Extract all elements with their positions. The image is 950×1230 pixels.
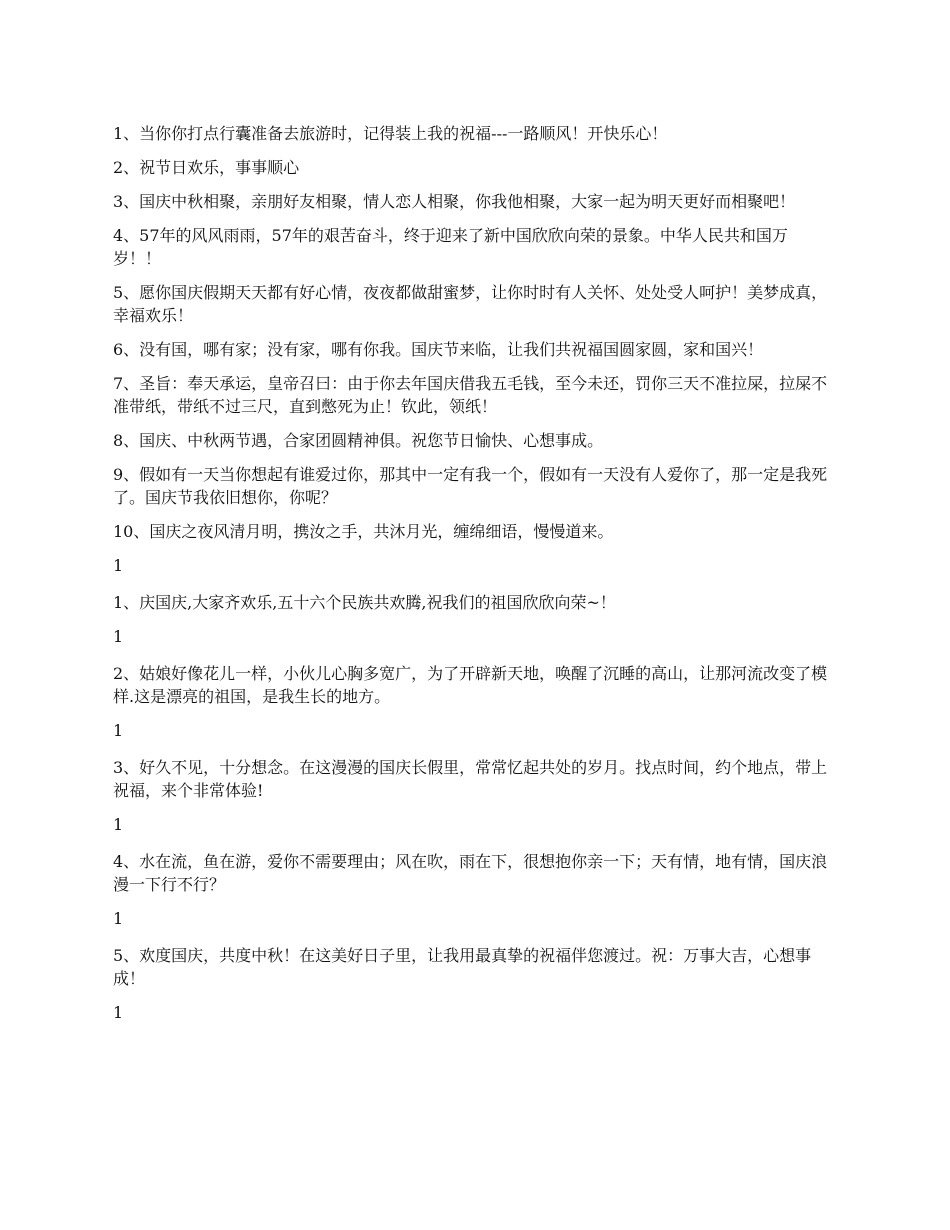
number-marker: 1 <box>113 1003 124 1022</box>
paragraph: 5、愿你国庆假期天天都有好心情，夜夜都做甜蜜梦，让你时时有人关怀、处处受人呵护！美梦成真，幸福欢乐！ <box>113 283 828 325</box>
paragraph: 3、国庆中秋相聚，亲朋好友相聚，情人恋人相聚，你我他相聚，大家一起为明天更好而相聚吧！ <box>113 192 796 211</box>
paragraph: 7、圣旨：奉天承运，皇帝召曰：由于你去年国庆借我五毛钱，至今未还，罚你三天不准拉屎，拉屎不准带纸，带纸不过三尺，直到憋死为止！钦此，领纸！ <box>113 374 828 416</box>
paragraph: 4、水在流，鱼在游，爱你不需要理由；风在吹，雨在下，很想抱你亲一下；天有情，地有情，国庆浪漫一下行不行？ <box>113 852 828 894</box>
paragraph: 1、庆国庆,大家齐欢乐,五十六个民族共欢腾,祝我们的祖国欣欣向荣~！ <box>113 593 616 612</box>
paragraph: 8、国庆、中秋两节遇，合家团圆精神俱。祝您节日愉快、心想事成。 <box>113 431 604 450</box>
number-marker: 1 <box>113 721 124 740</box>
paragraph: 6、没有国，哪有家；没有家，哪有你我。国庆节来临，让我们共祝福国圆家圆，家和国兴！ <box>113 340 764 359</box>
number-marker: 1 <box>113 556 124 575</box>
number-marker: 1 <box>113 815 124 834</box>
number-marker: 1 <box>113 909 124 928</box>
paragraph: 3、好久不见，十分想念。在这漫漫的国庆长假里，常常忆起共处的岁月。找点时间，约个地点，带上祝福，来个非常体验! <box>113 758 828 800</box>
paragraph: 1、当你你打点行囊准备去旅游时，记得装上我的祝福---一路顺风！开快乐心！ <box>113 124 668 143</box>
paragraph: 9、假如有一天当你想起有谁爱过你，那其中一定有我一个，假如有一天没有人爱你了，那一定是我死了。国庆节我依旧想你，你呢？ <box>113 465 828 507</box>
number-marker: 1 <box>113 627 124 646</box>
document-page <box>113 122 833 1038</box>
paragraph: 10、国庆之夜风清月明，携汝之手，共沐月光，缠绵细语，慢慢道来。 <box>113 522 614 541</box>
paragraph: 2、姑娘好像花儿一样，小伙儿心胸多宽广，为了开辟新天地，唤醒了沉睡的高山，让那河流改变了模样.这是漂亮的祖国，是我生长的地方。 <box>113 664 828 706</box>
paragraph: 2、祝节日欢乐，事事顺心 <box>113 158 300 177</box>
paragraph: 4、57年的风风雨雨，57年的艰苦奋斗，终于迎来了新中国欣欣向荣的景象。中华人民共和国万岁！！ <box>113 226 788 268</box>
paragraph: 5、欢度国庆，共度中秋！在这美好日子里，让我用最真挚的祝福伴您渡过。祝：万事大吉，心想事成！ <box>113 946 812 988</box>
